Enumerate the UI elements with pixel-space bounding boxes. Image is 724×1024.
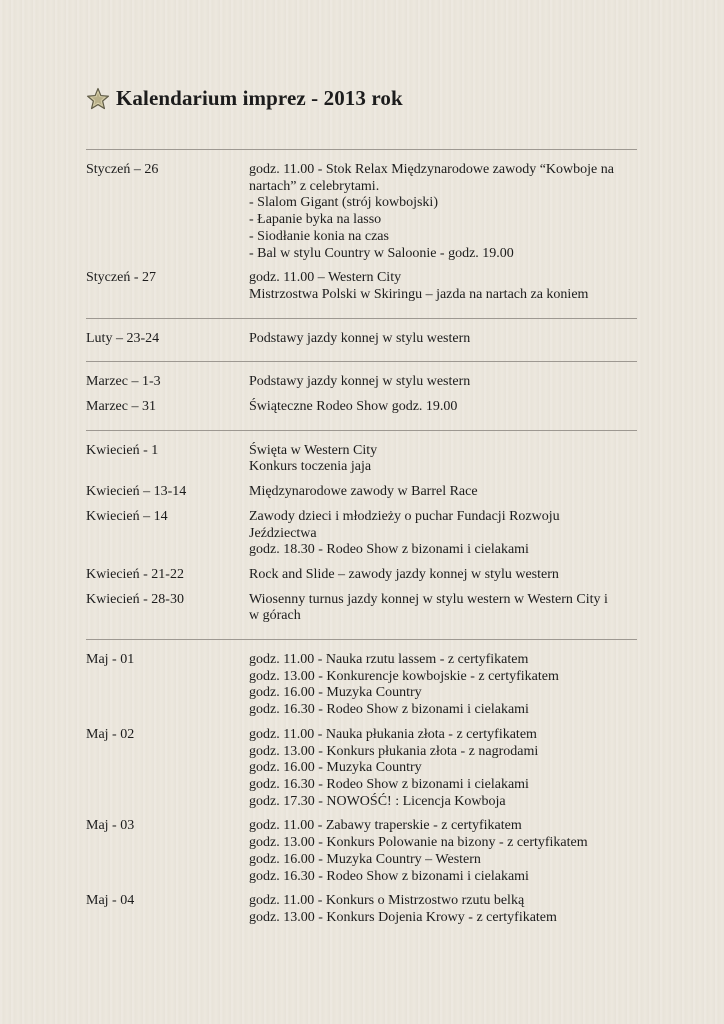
event-entry — [86, 567, 637, 584]
event-entry — [86, 893, 637, 926]
event-description-line: Rock and Slide – zawody jazdy konnej w stylu western — [249, 566, 559, 582]
event-description-line: Podstawy jazdy konnej w stylu western — [249, 374, 471, 390]
page-title-text: Kalendarium imprez - 2013 rok — [116, 86, 403, 110]
event-description-line: nartach” z celebrytami. — [249, 178, 380, 194]
event-entry — [86, 592, 637, 625]
event-description — [249, 374, 637, 391]
event-entry — [86, 162, 637, 262]
event-description-line: godz. 17.30 - NOWOŚĆ! : Licencja Kowboja — [249, 793, 506, 809]
event-description-line: Świąteczne Rodeo Show godz. 19.00 — [249, 399, 458, 415]
event-description-line: godz. 13.00 - Konkurs płukania złota - z nagrodami — [249, 743, 539, 759]
event-description — [249, 399, 637, 416]
event-entry — [86, 727, 637, 811]
event-description — [249, 652, 637, 719]
event-description-line: Wiosenny turnus jazdy konnej w stylu western w Western City i — [249, 591, 608, 607]
page-title — [86, 86, 403, 111]
event-description-line: godz. 11.00 - Nauka rzutu lassem - z certyfikatem — [249, 652, 529, 668]
event-date: Kwiecień – 14 — [86, 508, 168, 524]
event-description-line: godz. 11.00 - Konkurs o Mistrzostwo rzutu belką — [249, 893, 525, 909]
event-description — [249, 592, 637, 625]
event-description-line: godz. 13.00 - Konkurs Polowanie na bizony - z certyfikatem — [249, 835, 588, 851]
event-description-line: Zawody dzieci i młodzieży o puchar Fundacji Rozwoju — [249, 508, 560, 524]
event-date: Maj - 01 — [86, 652, 135, 668]
event-entry — [86, 443, 637, 476]
event-description-line: - Bal w stylu Country w Saloonie - godz. 19.00 — [249, 245, 514, 261]
month-group — [86, 318, 637, 362]
event-description-line: - Siodłanie konia na czas — [249, 228, 389, 244]
month-group — [86, 639, 637, 941]
event-date: Marzec – 31 — [86, 399, 156, 415]
event-date: Maj - 02 — [86, 726, 135, 742]
event-description-line: Mistrzostwa Polski w Skiringu – jazda na nartach za koniem — [249, 286, 589, 302]
month-group — [86, 361, 637, 429]
event-description-line: godz. 11.00 - Stok Relax Międzynarodowe zawody “Kowboje na — [249, 162, 614, 177]
event-description-line: godz. 16.30 - Rodeo Show z bizonami i cielakami — [249, 702, 529, 718]
event-description-line: godz. 13.00 - Konkurs Dojenia Krowy - z certyfikatem — [249, 909, 557, 925]
event-description-line: Święta w Western City — [249, 442, 378, 458]
event-description-line: Międzynarodowe zawody w Barrel Race — [249, 484, 478, 500]
event-description-line: - Slalom Gigant (strój kowbojski) — [249, 195, 438, 211]
event-description — [249, 484, 637, 501]
event-entry — [86, 374, 637, 391]
event-description — [249, 509, 637, 559]
event-date: Maj - 04 — [86, 893, 135, 909]
event-entry — [86, 399, 637, 416]
event-entry — [86, 270, 637, 303]
event-date: Kwiecień - 1 — [86, 442, 159, 458]
event-description-line: godz. 16.30 - Rodeo Show z bizonami i cielakami — [249, 776, 529, 792]
event-description — [249, 893, 637, 926]
event-description-line: godz. 18.30 - Rodeo Show z bizonami i cielakami — [249, 542, 529, 558]
event-description-line: Konkurs toczenia jaja — [249, 459, 372, 475]
event-description-line: godz. 11.00 – Western City — [249, 270, 402, 286]
event-date: Kwiecień - 28-30 — [86, 591, 184, 607]
event-entry — [86, 652, 637, 719]
event-description-line: godz. 13.00 - Konkurencje kowbojskie - z certyfikatem — [249, 668, 559, 684]
event-entry — [86, 818, 637, 885]
month-group — [86, 430, 637, 639]
event-date: Kwiecień - 21-22 — [86, 566, 184, 582]
event-date: Styczeń – 26 — [86, 162, 159, 177]
event-entry — [86, 484, 637, 501]
event-description-line: Podstawy jazdy konnej w stylu western — [249, 330, 471, 346]
event-description — [249, 331, 637, 348]
event-date: Styczeń - 27 — [86, 270, 156, 286]
event-schedule — [86, 149, 637, 941]
event-description — [249, 727, 637, 811]
event-entry — [86, 331, 637, 348]
event-description-line: godz. 11.00 - Nauka płukania złota - z certyfikatem — [249, 726, 537, 742]
event-description-line: godz. 16.00 - Muzyka Country — [249, 760, 422, 776]
event-date: Luty – 23-24 — [86, 330, 160, 346]
event-description — [249, 162, 637, 262]
event-description — [249, 443, 637, 476]
event-description — [249, 270, 637, 303]
event-date: Maj - 03 — [86, 818, 135, 834]
event-description-line: godz. 16.00 - Muzyka Country — [249, 685, 422, 701]
event-description-line: godz. 16.30 - Rodeo Show z bizonami i cielakami — [249, 868, 529, 884]
event-description-line: Jeździectwa — [249, 525, 317, 541]
star-icon — [86, 87, 110, 111]
event-description-line: godz. 11.00 - Zabawy traperskie - z certyfikatem — [249, 818, 522, 834]
event-description-line: w górach — [249, 608, 301, 624]
event-description — [249, 567, 637, 584]
month-group — [86, 149, 637, 318]
event-description-line: godz. 16.00 - Muzyka Country – Western — [249, 851, 481, 867]
event-entry — [86, 509, 637, 559]
event-description — [249, 818, 637, 885]
event-description-line: - Łapanie byka na lasso — [249, 212, 382, 228]
event-date: Kwiecień – 13-14 — [86, 484, 187, 500]
event-date: Marzec – 1-3 — [86, 374, 161, 390]
